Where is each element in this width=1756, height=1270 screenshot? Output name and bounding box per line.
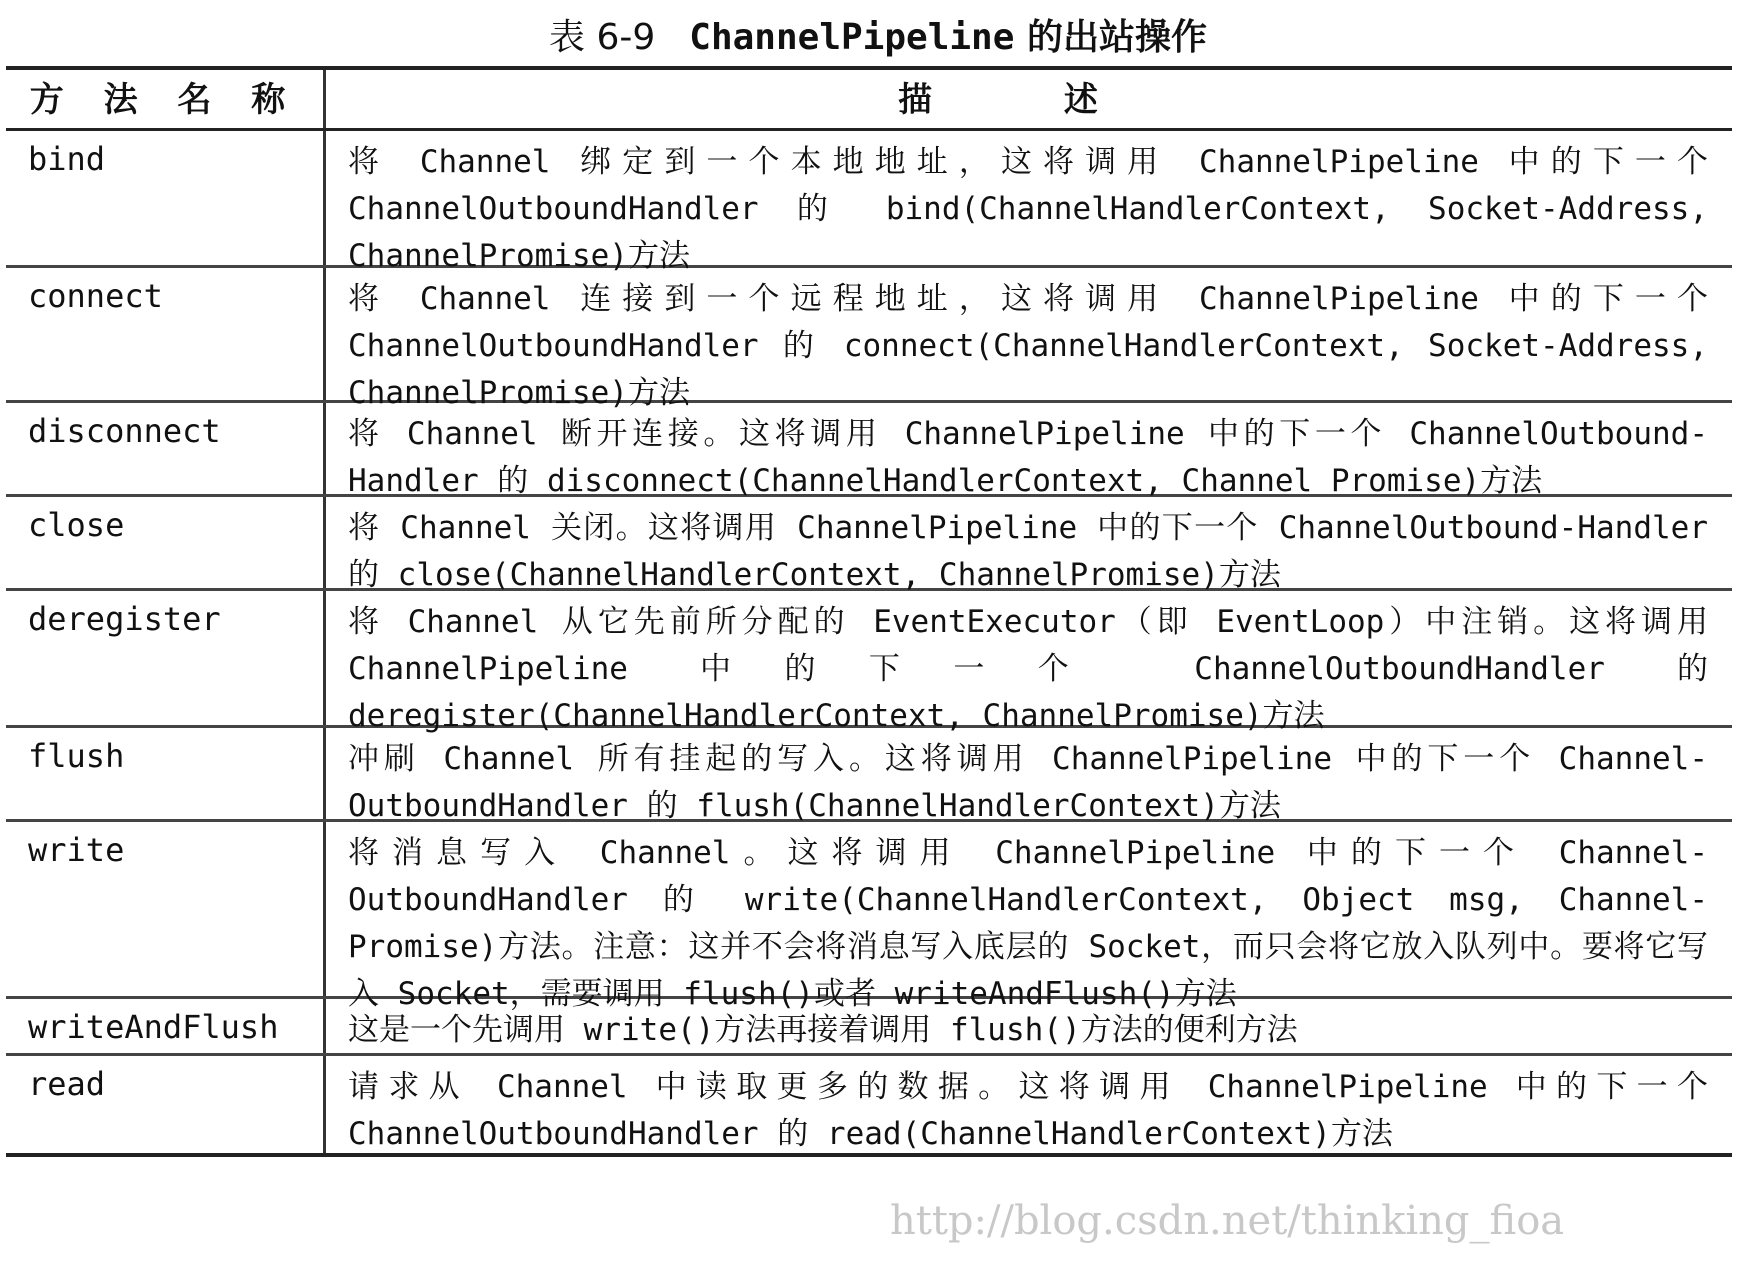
method-description: 请求从 Channel 中读取更多的数据。这将调用 ChannelPipeline 中的下一个 ChannelOutboundHandler 的 read(ChannelHandlerContext)方法 (348, 1069, 1708, 1152)
method-name: deregister (6, 591, 326, 725)
header-description: 描 述 (898, 80, 1158, 120)
table-row (6, 497, 1732, 591)
method-description: 将 Channel 关闭。这将调用 ChannelPipeline 中的下一个 ChannelOutbound-Handler 的 close(ChannelHandlerContext, ChannelPromise)方法 (348, 510, 1708, 593)
header-method-name: 方 法 名 称 (6, 70, 326, 128)
outbound-operations-table (6, 66, 1732, 1157)
method-name: flush (6, 728, 326, 819)
method-name: close (6, 497, 326, 588)
method-name: read (6, 1056, 326, 1153)
table-row (6, 131, 1732, 274)
method-description: 将 Channel 从它先前所分配的 EventExecutor（即 EventLoop）中注销。这将调用 ChannelPipeline 中的下一个 ChannelOutboundHandler 的 deregister(ChannelHandlerContext, ChannelPromise)方法 (348, 604, 1708, 734)
method-description: 这是一个先调用 write()方法再接着调用 flush()方法的便利方法 (348, 1012, 1298, 1048)
method-description: 将 Channel 断开连接。这将调用 ChannelPipeline 中的下一个 ChannelOutbound-Handler 的 disconnect(ChannelHandlerContext, Channel Promise)方法 (348, 416, 1708, 499)
method-description: 将 Channel 连接到一个远程地址，这将调用 ChannelPipeline 中的下一个 ChannelOutboundHandler 的 connect(ChannelHandlerContext, Socket-Address, ChannelPromise)方法 (348, 281, 1708, 411)
table-row (6, 403, 1732, 497)
method-name: writeAndFlush (6, 999, 326, 1053)
table-row (6, 268, 1732, 411)
method-description: 冲刷 Channel 所有挂起的写入。这将调用 ChannelPipeline 中的下一个 Channel-OutboundHandler 的 flush(ChannelHandlerContext)方法 (348, 741, 1708, 824)
table-row (6, 822, 1732, 1012)
table-header-row (6, 70, 1732, 131)
table-caption (0, 10, 1756, 66)
method-name: write (6, 822, 326, 996)
method-description: 将消息写入 Channel。这将调用 ChannelPipeline 中的下一个 Channel-OutboundHandler 的 write(ChannelHandlerContext, Object msg, Channel-Promise)方法。注意：这并不会将消息写入底层的 Socket，而只会将它放入队列中。要将它写入 Socket，需要调用 flush()或者 writeAndFlush()方法 (348, 835, 1708, 1012)
table-row (6, 728, 1732, 822)
table-number: 表 6-9 (549, 17, 656, 58)
table-row (6, 1056, 1732, 1153)
watermark: http://blog.csdn.net/thinking_fioa (890, 1198, 1565, 1244)
method-name: connect (6, 268, 326, 400)
method-description: 将 Channel 绑定到一个本地地址，这将调用 ChannelPipeline 中的下一个 ChannelOutboundHandler 的 bind(ChannelHandlerContext, Socket-Address, ChannelPromise)方法 (348, 144, 1708, 274)
table-row (6, 999, 1732, 1056)
caption-class-name: ChannelPipeline (689, 17, 1015, 58)
caption-suffix: 的出站操作 (1026, 17, 1207, 58)
table-row (6, 591, 1732, 734)
method-name: bind (6, 131, 326, 265)
method-name: disconnect (6, 403, 326, 494)
